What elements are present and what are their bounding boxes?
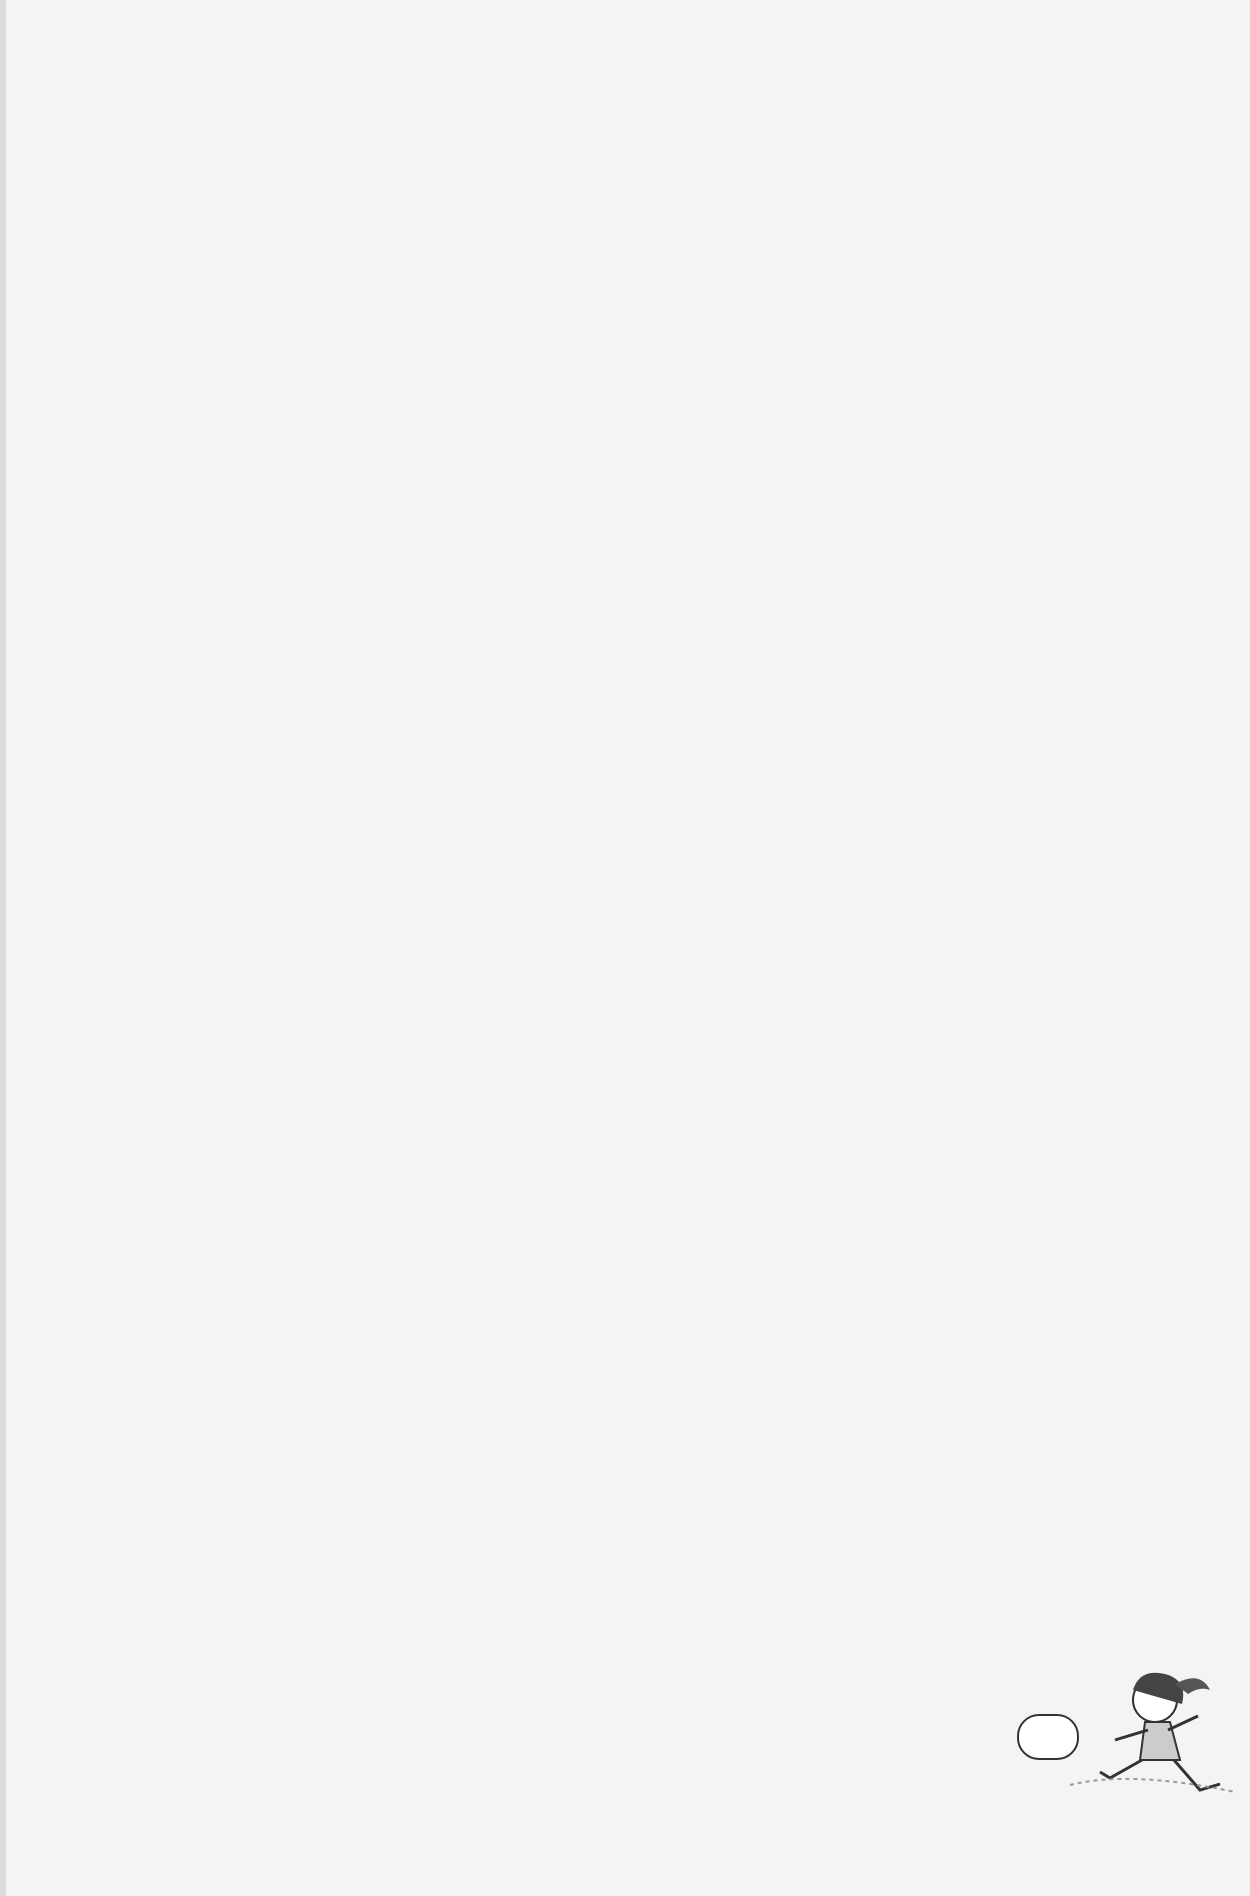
page-edge bbox=[0, 0, 6, 1896]
running-girl-icon bbox=[1070, 1660, 1240, 1800]
